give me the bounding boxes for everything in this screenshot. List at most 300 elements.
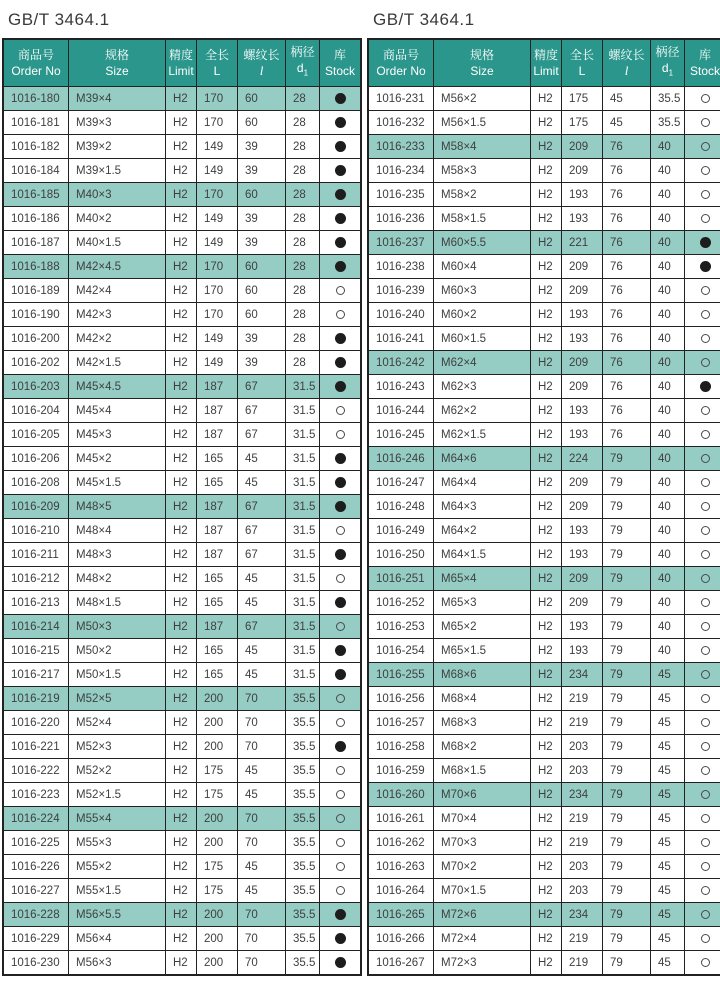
stock-open-icon	[701, 118, 710, 127]
cell-overall-length: 234	[562, 783, 603, 807]
cell-overall-length: 234	[562, 663, 603, 687]
cell-size: M70×1.5	[434, 879, 531, 903]
cell-order-no: 1016-182	[3, 135, 69, 159]
cell-size: M68×3	[434, 711, 531, 735]
cell-order-no: 1016-180	[3, 87, 69, 111]
cell-thread-length: 70	[238, 927, 286, 951]
column-header-en: l	[624, 63, 629, 78]
column-header-size	[69, 39, 166, 87]
cell-overall-length: 193	[562, 303, 603, 327]
cell-limit: H2	[531, 735, 562, 759]
cell-shank-dia: 45	[651, 831, 685, 855]
column-header-cn: 精度	[533, 48, 558, 62]
cell-stock	[685, 159, 720, 183]
stock-open-icon	[701, 190, 710, 199]
table-row	[3, 687, 361, 711]
cell-overall-length: 165	[197, 567, 238, 591]
column-header-overall-length	[562, 39, 603, 87]
cell-size: M42×1.5	[69, 351, 166, 375]
cell-order-no: 1016-264	[368, 879, 434, 903]
cell-size: M55×2	[69, 855, 166, 879]
cell-limit: H2	[531, 879, 562, 903]
cell-stock	[320, 903, 362, 927]
table-row	[3, 543, 361, 567]
table-row	[368, 399, 720, 423]
cell-shank-dia: 40	[651, 351, 685, 375]
cell-overall-length: 170	[197, 255, 238, 279]
cell-thread-length: 60	[238, 111, 286, 135]
cell-order-no: 1016-245	[368, 423, 434, 447]
cell-shank-dia: 45	[651, 711, 685, 735]
standard-title-right: GB/T 3464.1	[373, 10, 475, 29]
cell-shank-dia: 31.5	[286, 399, 320, 423]
cell-order-no: 1016-260	[368, 783, 434, 807]
header-row	[3, 39, 361, 87]
cell-stock	[320, 447, 362, 471]
cell-limit: H2	[166, 543, 197, 567]
cell-overall-length: 187	[197, 543, 238, 567]
cell-limit: H2	[166, 831, 197, 855]
cell-thread-length: 45	[238, 855, 286, 879]
cell-shank-dia: 35.5	[286, 951, 320, 976]
cell-overall-length: 175	[197, 759, 238, 783]
cell-stock	[320, 615, 362, 639]
cell-order-no: 1016-262	[368, 831, 434, 855]
cell-stock	[320, 759, 362, 783]
stock-filled-icon	[335, 957, 346, 968]
cell-stock	[320, 159, 362, 183]
column-header-en: l	[259, 63, 264, 78]
cell-size: M50×1.5	[69, 663, 166, 687]
column-header-cn: 商品号	[382, 48, 419, 62]
cell-shank-dia: 35.5	[286, 735, 320, 759]
cell-order-no: 1016-223	[3, 783, 69, 807]
cell-stock	[320, 687, 362, 711]
cell-shank-dia: 40	[651, 159, 685, 183]
cell-shank-dia: 35.5	[286, 807, 320, 831]
table-row	[368, 687, 720, 711]
cell-order-no: 1016-226	[3, 855, 69, 879]
table-row	[3, 159, 361, 183]
table-row	[3, 183, 361, 207]
stock-open-icon	[701, 526, 710, 535]
stock-open-icon	[336, 526, 345, 535]
cell-stock	[320, 87, 362, 111]
cell-order-no: 1016-234	[368, 159, 434, 183]
cell-shank-dia: 28	[286, 231, 320, 255]
table-section-right	[367, 6, 718, 976]
cell-size: M40×1.5	[69, 231, 166, 255]
stock-open-icon	[701, 358, 710, 367]
cell-stock	[320, 279, 362, 303]
cell-size: M62×4	[434, 351, 531, 375]
cell-shank-dia: 45	[651, 663, 685, 687]
cell-thread-length: 79	[603, 807, 651, 831]
cell-thread-length: 76	[603, 351, 651, 375]
cell-limit: H2	[531, 639, 562, 663]
cell-thread-length: 45	[238, 663, 286, 687]
cell-shank-dia: 31.5	[286, 447, 320, 471]
table-row	[368, 351, 720, 375]
cell-thread-length: 76	[603, 135, 651, 159]
cell-shank-dia: 45	[651, 807, 685, 831]
stock-open-icon	[336, 718, 345, 727]
cell-overall-length: 170	[197, 303, 238, 327]
column-header-en: Limit	[533, 64, 559, 78]
cell-limit: H2	[531, 951, 562, 976]
cell-limit: H2	[166, 855, 197, 879]
table-row	[368, 159, 720, 183]
cell-overall-length: 219	[562, 927, 603, 951]
cell-size: M42×4	[69, 279, 166, 303]
cell-overall-length: 165	[197, 447, 238, 471]
cell-shank-dia: 28	[286, 255, 320, 279]
column-header-shank-dia	[651, 39, 685, 87]
cell-overall-length: 209	[562, 495, 603, 519]
cell-limit: H2	[531, 495, 562, 519]
cell-limit: H2	[166, 951, 197, 976]
cell-thread-length: 67	[238, 519, 286, 543]
cell-shank-dia: 28	[286, 327, 320, 351]
cell-overall-length: 175	[562, 87, 603, 111]
cell-stock	[320, 951, 362, 976]
cell-size: M58×3	[434, 159, 531, 183]
cell-shank-dia: 28	[286, 351, 320, 375]
cell-limit: H2	[166, 519, 197, 543]
cell-overall-length: 165	[197, 471, 238, 495]
column-header-cn: 螺纹长	[608, 48, 645, 62]
cell-thread-length: 79	[603, 783, 651, 807]
column-header-en: $d_1$	[661, 61, 674, 78]
column-header-en: Stock	[324, 64, 355, 78]
cell-shank-dia: 45	[651, 951, 685, 976]
cell-order-no: 1016-202	[3, 351, 69, 375]
cell-stock	[320, 135, 362, 159]
cell-stock	[685, 183, 720, 207]
table-row	[368, 423, 720, 447]
stock-open-icon	[336, 838, 345, 847]
cell-overall-length: 200	[197, 711, 238, 735]
cell-thread-length: 79	[603, 735, 651, 759]
cell-size: M39×2	[69, 135, 166, 159]
cell-order-no: 1016-181	[3, 111, 69, 135]
cell-thread-length: 79	[603, 951, 651, 976]
cell-stock	[320, 231, 362, 255]
stock-open-icon	[336, 406, 345, 415]
cell-size: M70×3	[434, 831, 531, 855]
table-row	[368, 927, 720, 951]
cell-order-no: 1016-241	[368, 327, 434, 351]
cell-overall-length: 187	[197, 375, 238, 399]
cell-stock	[320, 303, 362, 327]
cell-shank-dia: 40	[651, 567, 685, 591]
cell-limit: H2	[531, 87, 562, 111]
cell-order-no: 1016-235	[368, 183, 434, 207]
cell-stock	[320, 711, 362, 735]
stock-filled-icon	[335, 213, 346, 224]
stock-open-icon	[701, 622, 710, 631]
cell-size: M60×3	[434, 279, 531, 303]
cell-thread-length: 76	[603, 159, 651, 183]
cell-overall-length: 165	[197, 639, 238, 663]
stock-open-icon	[701, 862, 710, 871]
cell-thread-length: 70	[238, 711, 286, 735]
stock-open-icon	[336, 862, 345, 871]
stock-open-icon	[336, 790, 345, 799]
cell-shank-dia: 40	[651, 615, 685, 639]
stock-open-icon	[701, 838, 710, 847]
stock-filled-icon	[700, 237, 711, 248]
cell-thread-length: 79	[603, 447, 651, 471]
column-header-cn: 商品号	[17, 48, 54, 62]
cell-stock	[320, 783, 362, 807]
cell-size: M45×1.5	[69, 471, 166, 495]
cell-order-no: 1016-210	[3, 519, 69, 543]
stock-open-icon	[701, 718, 710, 727]
cell-order-no: 1016-221	[3, 735, 69, 759]
cell-overall-length: 175	[197, 783, 238, 807]
cell-limit: H2	[531, 303, 562, 327]
cell-overall-length: 200	[197, 951, 238, 976]
cell-size: M48×3	[69, 543, 166, 567]
cell-shank-dia: 45	[651, 903, 685, 927]
cell-overall-length: 193	[562, 519, 603, 543]
cell-shank-dia: 31.5	[286, 519, 320, 543]
cell-overall-length: 209	[562, 279, 603, 303]
cell-limit: H2	[166, 447, 197, 471]
cell-order-no: 1016-189	[3, 279, 69, 303]
cell-thread-length: 39	[238, 159, 286, 183]
table-row	[3, 255, 361, 279]
cell-order-no: 1016-219	[3, 687, 69, 711]
cell-limit: H2	[166, 759, 197, 783]
cell-shank-dia: 28	[286, 111, 320, 135]
cell-shank-dia: 40	[651, 135, 685, 159]
cell-thread-length: 79	[603, 831, 651, 855]
cell-size: M68×1.5	[434, 759, 531, 783]
cell-size: M72×4	[434, 927, 531, 951]
cell-size: M48×2	[69, 567, 166, 591]
cell-order-no: 1016-204	[3, 399, 69, 423]
cell-shank-dia: 40	[651, 231, 685, 255]
cell-shank-dia: 31.5	[286, 639, 320, 663]
cell-limit: H2	[531, 135, 562, 159]
table-row	[368, 495, 720, 519]
table-row	[368, 855, 720, 879]
cell-stock	[685, 831, 720, 855]
cell-thread-length: 79	[603, 711, 651, 735]
cell-stock	[685, 231, 720, 255]
cell-shank-dia: 28	[286, 135, 320, 159]
cell-stock	[685, 255, 720, 279]
cell-order-no: 1016-231	[368, 87, 434, 111]
cell-overall-length: 193	[562, 543, 603, 567]
cell-shank-dia: 28	[286, 183, 320, 207]
column-header-en: L	[578, 64, 586, 78]
cell-size: M68×2	[434, 735, 531, 759]
cell-stock	[320, 663, 362, 687]
cell-overall-length: 200	[197, 807, 238, 831]
cell-overall-length: 209	[562, 135, 603, 159]
cell-stock	[685, 807, 720, 831]
cell-thread-length: 60	[238, 303, 286, 327]
cell-limit: H2	[531, 231, 562, 255]
cell-stock	[320, 207, 362, 231]
cell-limit: H2	[166, 687, 197, 711]
cell-shank-dia: 35.5	[286, 831, 320, 855]
stock-open-icon	[336, 286, 345, 295]
cell-overall-length: 209	[562, 255, 603, 279]
cell-stock	[685, 567, 720, 591]
cell-order-no: 1016-212	[3, 567, 69, 591]
table-row	[3, 855, 361, 879]
cell-overall-length: 219	[562, 687, 603, 711]
table-row	[3, 567, 361, 591]
cell-size: M50×3	[69, 615, 166, 639]
cell-shank-dia: 35.5	[286, 879, 320, 903]
cell-stock	[320, 807, 362, 831]
cell-shank-dia: 28	[286, 303, 320, 327]
cell-limit: H2	[531, 855, 562, 879]
cell-limit: H2	[531, 687, 562, 711]
table-row	[3, 615, 361, 639]
cell-size: M64×1.5	[434, 543, 531, 567]
cell-thread-length: 79	[603, 687, 651, 711]
cell-shank-dia: 40	[651, 471, 685, 495]
cell-shank-dia: 31.5	[286, 495, 320, 519]
cell-thread-length: 45	[238, 639, 286, 663]
cell-size: M70×2	[434, 855, 531, 879]
cell-size: M56×5.5	[69, 903, 166, 927]
stock-filled-icon	[700, 261, 711, 272]
cell-order-no: 1016-254	[368, 639, 434, 663]
cell-overall-length: 170	[197, 279, 238, 303]
cell-limit: H2	[166, 711, 197, 735]
cell-size: M65×1.5	[434, 639, 531, 663]
cell-order-no: 1016-188	[3, 255, 69, 279]
cell-thread-length: 70	[238, 903, 286, 927]
cell-thread-length: 60	[238, 183, 286, 207]
cell-limit: H2	[531, 111, 562, 135]
cell-overall-length: 187	[197, 399, 238, 423]
cell-thread-length: 79	[603, 759, 651, 783]
cell-order-no: 1016-222	[3, 759, 69, 783]
cell-order-no: 1016-250	[368, 543, 434, 567]
cell-thread-length: 70	[238, 687, 286, 711]
cell-limit: H2	[531, 927, 562, 951]
cell-limit: H2	[166, 375, 197, 399]
cell-overall-length: 209	[562, 351, 603, 375]
cell-stock	[685, 879, 720, 903]
cell-size: M42×2	[69, 327, 166, 351]
cell-limit: H2	[531, 831, 562, 855]
cell-size: M55×3	[69, 831, 166, 855]
cell-overall-length: 224	[562, 447, 603, 471]
cell-overall-length: 219	[562, 711, 603, 735]
cell-thread-length: 79	[603, 591, 651, 615]
table-row	[3, 495, 361, 519]
stock-open-icon	[701, 910, 710, 919]
column-header-cn: 全长	[569, 48, 594, 62]
table-section-left	[2, 6, 353, 976]
cell-order-no: 1016-267	[368, 951, 434, 976]
cell-size: M65×3	[434, 591, 531, 615]
cell-thread-length: 76	[603, 183, 651, 207]
cell-size: M56×4	[69, 927, 166, 951]
cell-limit: H2	[166, 615, 197, 639]
cell-thread-length: 79	[603, 519, 651, 543]
cell-size: M55×1.5	[69, 879, 166, 903]
cell-overall-length: 200	[197, 903, 238, 927]
cell-thread-length: 79	[603, 639, 651, 663]
cell-order-no: 1016-239	[368, 279, 434, 303]
cell-order-no: 1016-224	[3, 807, 69, 831]
cell-order-no: 1016-248	[368, 495, 434, 519]
cell-order-no: 1016-203	[3, 375, 69, 399]
cell-shank-dia: 28	[286, 87, 320, 111]
cell-size: M60×5.5	[434, 231, 531, 255]
cell-stock	[320, 567, 362, 591]
cell-shank-dia: 35.5	[286, 855, 320, 879]
column-header-en: Limit	[168, 64, 194, 78]
cell-order-no: 1016-244	[368, 399, 434, 423]
cell-stock	[320, 423, 362, 447]
spec-table-right	[367, 38, 720, 976]
cell-size: M55×4	[69, 807, 166, 831]
cell-order-no: 1016-263	[368, 855, 434, 879]
cell-limit: H2	[166, 927, 197, 951]
stock-open-icon	[336, 766, 345, 775]
cell-limit: H2	[166, 279, 197, 303]
cell-order-no: 1016-230	[3, 951, 69, 976]
stock-open-icon	[701, 814, 710, 823]
cell-size: M40×2	[69, 207, 166, 231]
cell-overall-length: 187	[197, 519, 238, 543]
cell-thread-length: 39	[238, 207, 286, 231]
stock-open-icon	[336, 430, 345, 439]
table-row	[368, 639, 720, 663]
cell-order-no: 1016-214	[3, 615, 69, 639]
cell-order-no: 1016-249	[368, 519, 434, 543]
cell-limit: H2	[531, 327, 562, 351]
cell-size: M60×4	[434, 255, 531, 279]
table-row	[3, 519, 361, 543]
cell-thread-length: 45	[238, 567, 286, 591]
cell-order-no: 1016-220	[3, 711, 69, 735]
cell-size: M68×6	[434, 663, 531, 687]
cell-thread-length: 76	[603, 303, 651, 327]
cell-limit: H2	[531, 471, 562, 495]
cell-overall-length: 203	[562, 855, 603, 879]
cell-limit: H2	[166, 567, 197, 591]
cell-shank-dia: 40	[651, 399, 685, 423]
cell-thread-length: 79	[603, 495, 651, 519]
cell-size: M72×3	[434, 951, 531, 976]
cell-shank-dia: 40	[651, 591, 685, 615]
cell-stock	[685, 327, 720, 351]
column-header-thread-length	[603, 39, 651, 87]
stock-filled-icon	[335, 261, 346, 272]
cell-stock	[320, 351, 362, 375]
stock-filled-icon	[335, 597, 346, 608]
cell-limit: H2	[531, 399, 562, 423]
cell-limit: H2	[166, 423, 197, 447]
stock-open-icon	[336, 694, 345, 703]
cell-size: M52×3	[69, 735, 166, 759]
stock-filled-icon	[335, 669, 346, 680]
cell-overall-length: 203	[562, 735, 603, 759]
cell-stock	[685, 639, 720, 663]
